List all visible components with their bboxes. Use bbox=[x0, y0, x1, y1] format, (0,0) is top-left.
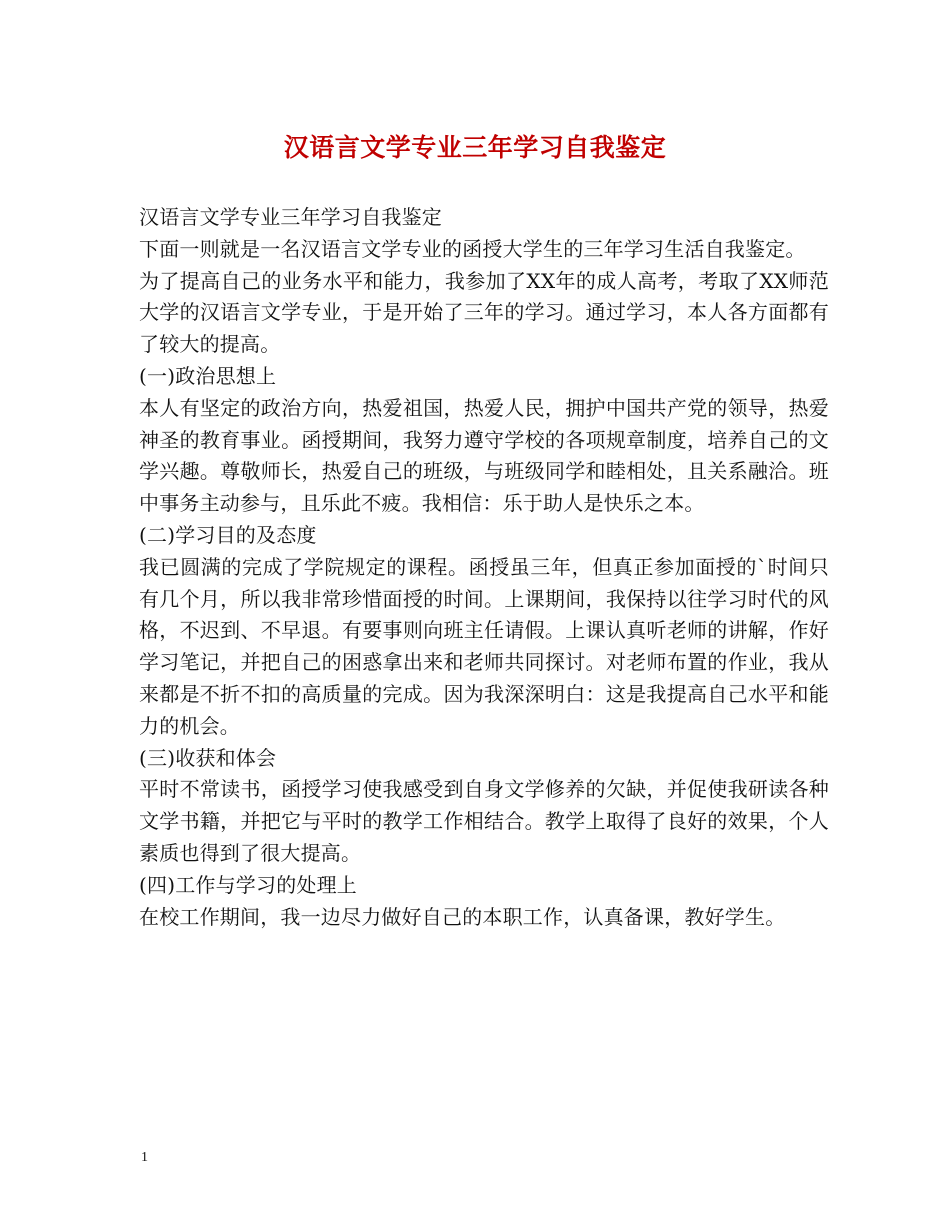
document-title: 汉语言文学专业三年学习自我鉴定 bbox=[283, 133, 667, 162]
document-body bbox=[139, 202, 829, 933]
section-heading: (四)工作与学习的处理上 bbox=[139, 872, 358, 897]
body-paragraph: 汉语言文学专业三年学习自我鉴定 bbox=[139, 205, 442, 229]
body-paragraph: 下面一则就是一名汉语言文学专业的函授大学生的三年学习生活自我鉴定。 bbox=[139, 236, 806, 261]
body-paragraph: 在校工作期间，我一边尽力做好自己的本职工作，认真备课，教好学生。 bbox=[139, 904, 786, 929]
body-paragraph: 为了提高自己的业务水平和能力，我参加了XX年的成人高考，考取了XX师范大学的汉语言文学专业，于是开始了三年的学习。通过学习，本人各方面都有了较大的提高。 bbox=[139, 268, 829, 357]
section-heading: (一)政治思想上 bbox=[139, 363, 277, 388]
section-heading: (三)收获和体会 bbox=[139, 745, 277, 770]
body-paragraph: 平时不常读书，函授学习使我感受到自身文学修养的欠缺，并促使我研读各种文学书籍，并把它与平时的教学工作相结合。教学上取得了良好的效果，个人素质也得到了很大提高。 bbox=[139, 777, 829, 865]
section-heading: (二)学习目的及态度 bbox=[139, 522, 317, 547]
page-number: 1 bbox=[141, 1150, 148, 1165]
body-paragraph: 本人有坚定的政治方向，热爱祖国，热爱人民，拥护中国共产党的领导，热爱神圣的教育事业。函授期间，我努力遵守学校的各项规章制度，培养自己的文学兴趣。尊敬师长，热爱自己的班级，与班级同学和睦相处，且关系融洽。班中事务主动参与，且乐此不疲。我相信：乐于助人是快乐之本。 bbox=[139, 395, 829, 516]
body-paragraph: 我已圆满的完成了学院规定的课程。函授虽三年，但真正参加面授的`时间只有几个月，所以我非常珍惜面授的时间。上课期间，我保持以往学习时代的风格，不迟到、不早退。有要事则向班主任请假。上课认真听老师的讲解，作好学习笔记，并把自己的困惑拿出来和老师共同探讨。对老师布置的作业，我从来都是不折不扣的高质量的完成。因为我深深明白：这是我提高自己水平和能力的机会。 bbox=[139, 554, 829, 738]
